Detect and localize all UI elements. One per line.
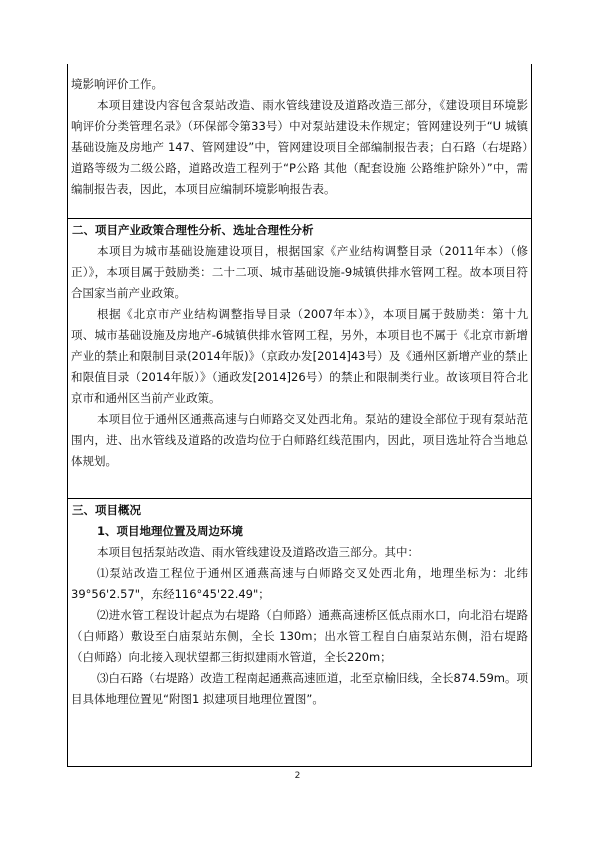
section-divider xyxy=(68,218,531,219)
intro-block xyxy=(68,74,531,200)
section3-heading: 三、项目概况 xyxy=(72,503,141,517)
section3-paragraph-1: 本项目包括泵站改造、雨水管线建设及道路改造三部分。其中： xyxy=(97,545,419,559)
section-divider xyxy=(68,498,531,499)
section3-item-1: ⑴泵站改造工程位于通州区通燕高速与白师路交叉处西北角，地理坐标为：北纬39°56'2.57"，东经116°45'22.49"； xyxy=(71,566,528,601)
section2-paragraph-3: 本项目位于通州区通燕高速与白师路交叉处西北角。泵站的建设全部位于现有泵站范围内，进、出水管线及道路的改造均位于白师路红线范围内，因此，项目选址符合当地总体规划。 xyxy=(71,412,528,468)
section3-item-2: ⑵进水管工程设计起点为右堤路（白师路）通燕高速桥区低点雨水口，向北沿右堤路（白师路）敷设至白庙泵站东侧，全长 130m；出水管工程自白庙泵站东侧，沿右堤路（白师路）向北接入现状望都三街拟建雨水管道，全长220m； xyxy=(71,608,528,664)
section3-item-3: ⑶白石路（右堤路）改造工程南起通燕高速匝道，北至京榆旧线，全长874.59m。项目具体地理位置见“附图1 拟建项目地理位置图”。 xyxy=(71,671,528,706)
section2-paragraph-2: 根据《北京市产业结构调整指导目录（2007年本）》，本项目属于鼓励类：第十九项、城市基础设施及房地产-6城镇供排水管网工程，另外，本项目也不属于《北京市新增产业的禁止和限制目录(2014年版)》（京政办发[2014]43号）及《通州区新增产业的禁止和限值目录（2014年版）》（通政发[2014]26号）的禁止和限制类行业。故该项目符合北京市和通州区当前产业政策。 xyxy=(71,307,528,405)
intro-continuation: 境影响评价工作。 xyxy=(71,77,163,91)
section2-block xyxy=(68,220,531,472)
section2-heading: 二、项目产业政策合理性分析、选址合理性分析 xyxy=(72,223,314,237)
intro-paragraph: 本项目建设内容包含泵站改造、雨水管线建设及道路改造三部分，《建设项目环境影响评价分类管理名录》（环保部令第33号）中对泵站建设未作规定；管网建设列于“U 城镇基础设施及房地产 147、管网建设”中，管网建设项目全部编制报告表；白石路（右堤路）道路等级为二级公路，道路改造工程列于“P公路 其他（配套设施 公路维护除外）”中，需编制报告表，因此，本项目应编制环境影响报告表。 xyxy=(71,98,528,196)
content-frame xyxy=(67,64,532,767)
section3-subheading: 1、项目地理位置及周边环境 xyxy=(97,524,244,538)
section3-block xyxy=(68,500,531,710)
page-number: 2 xyxy=(294,771,301,781)
section2-paragraph-1: 本项目为城市基础设施建设项目，根据国家《产业结构调整目录（2011年本）（修正）》，本项目属于鼓励类：二十二项、城市基础设施-9城镇供排水管网工程。故本项目符合国家当前产业政策。 xyxy=(71,244,528,300)
